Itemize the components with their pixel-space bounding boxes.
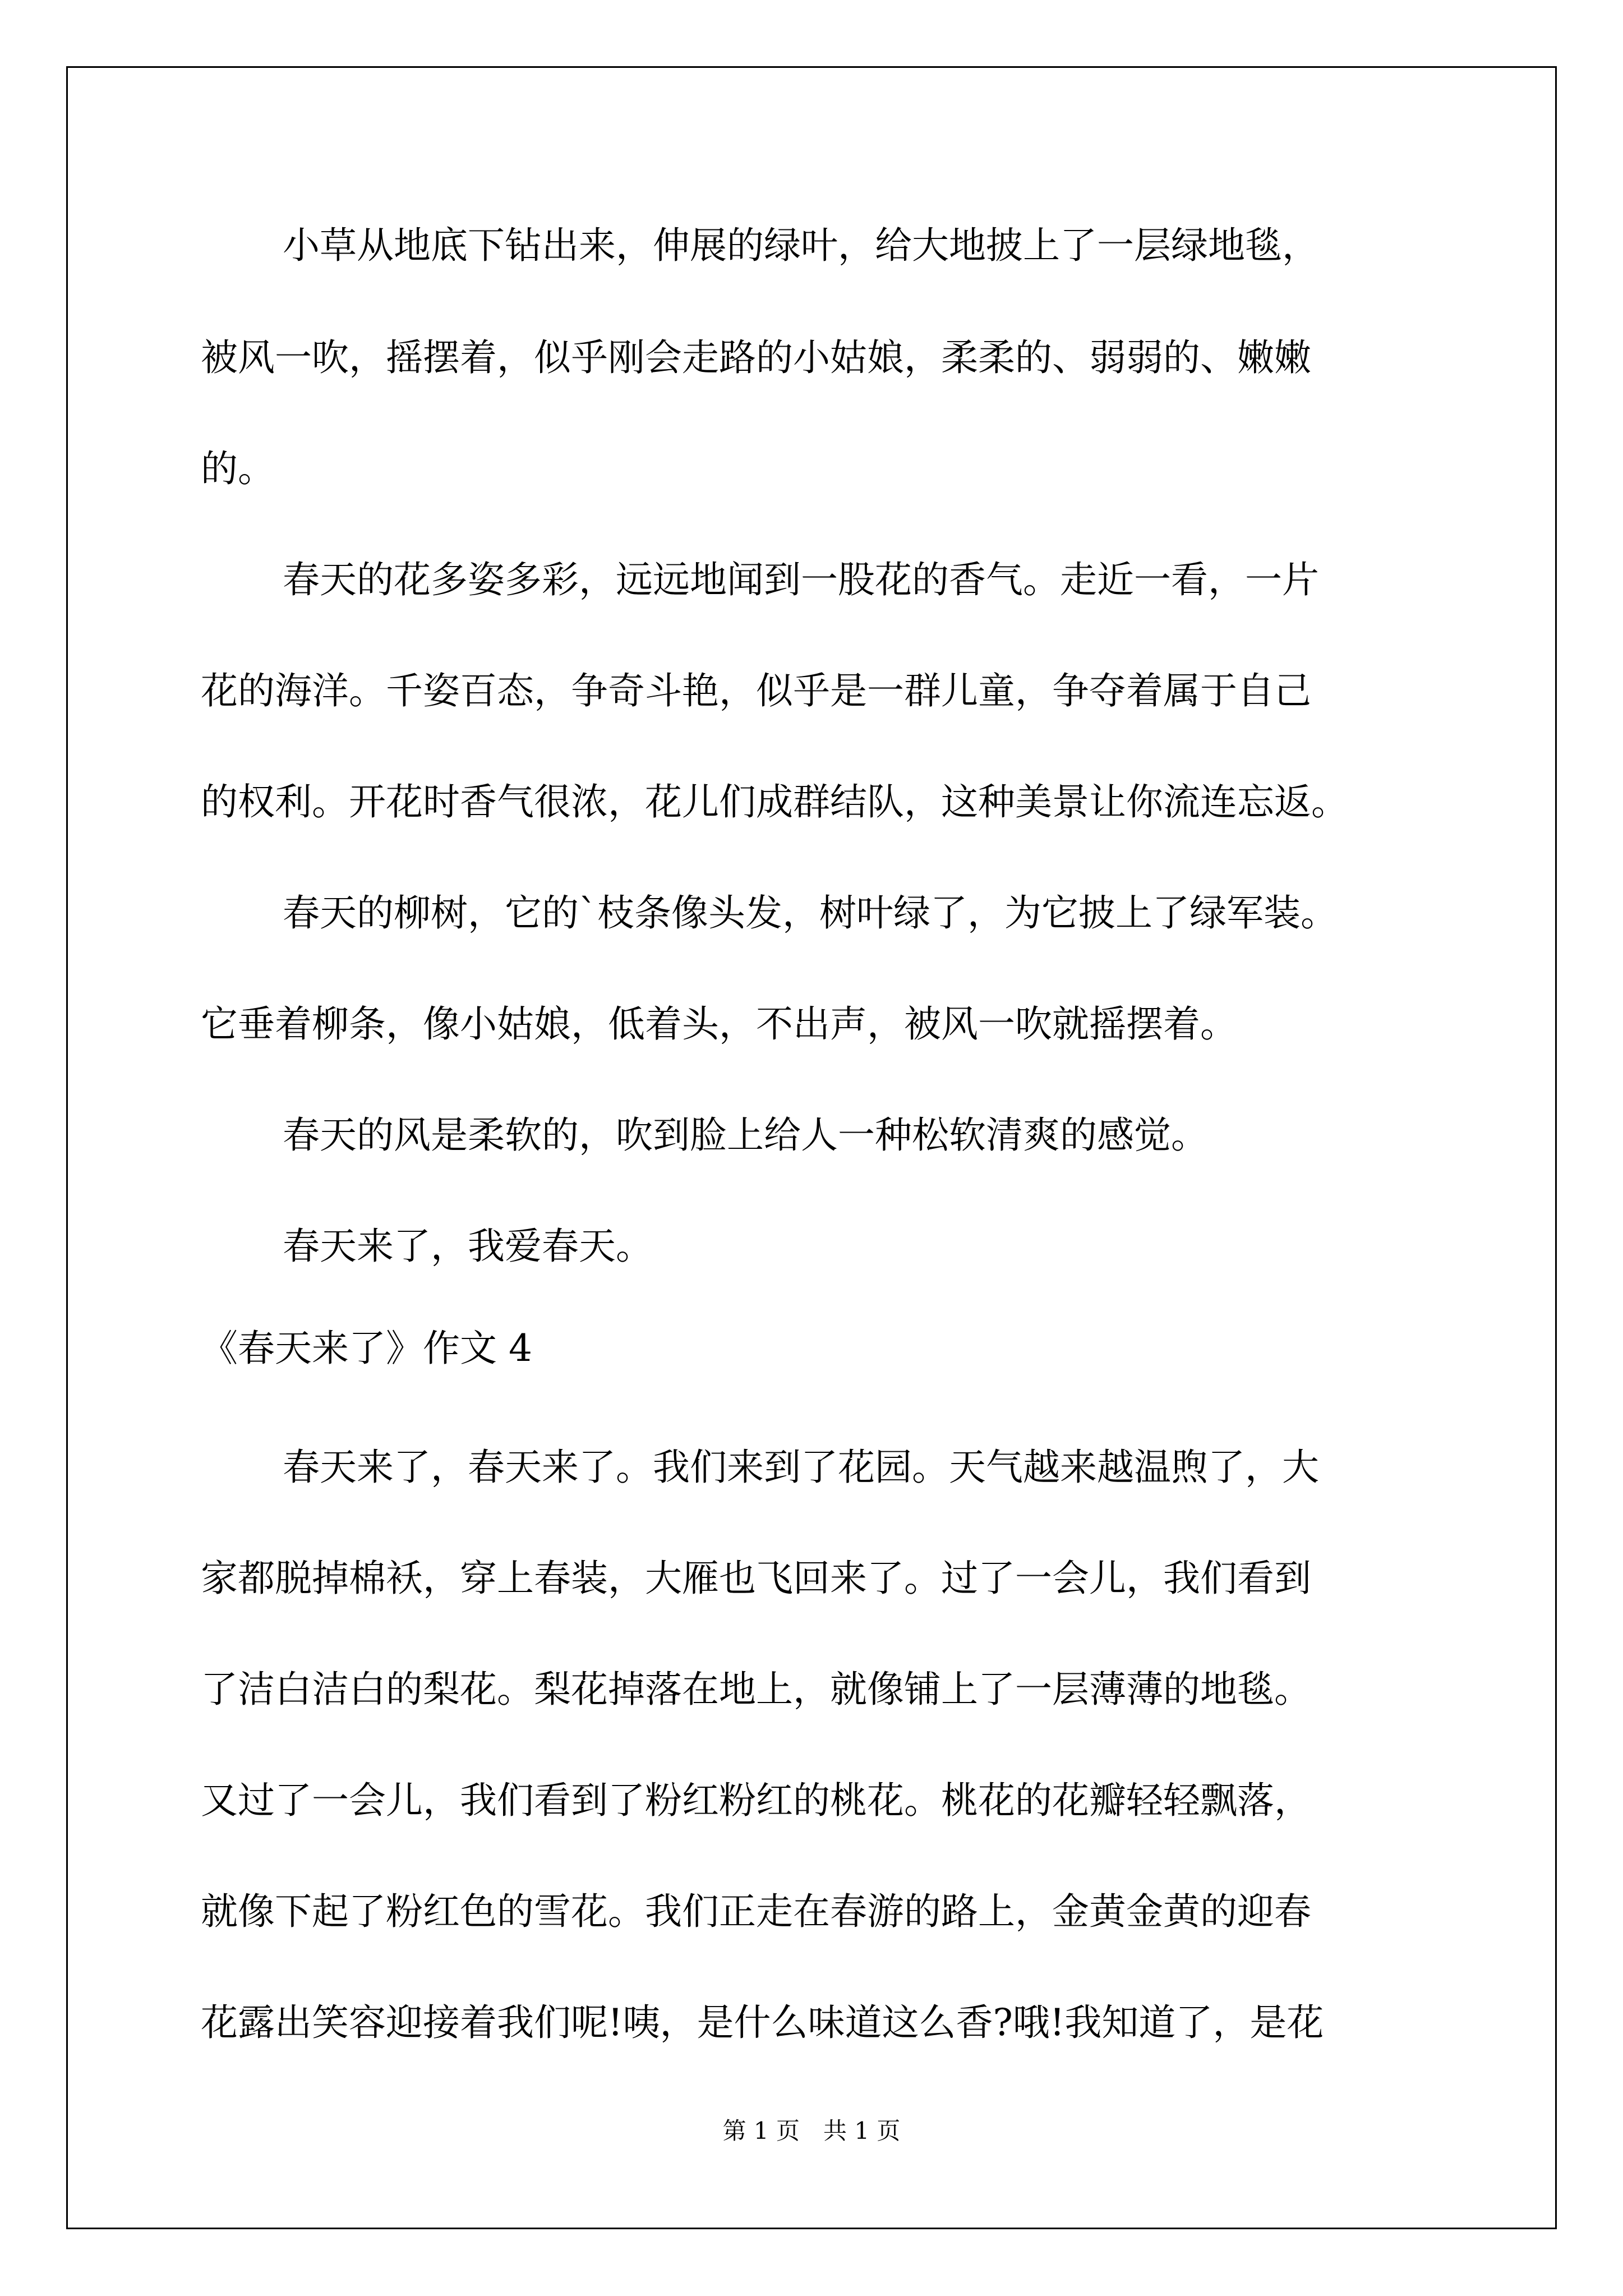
text-line: 花的海洋。千姿百态，争奇斗艳，似乎是一群儿童，争夺着属于自己 (201, 669, 1311, 712)
section-heading: 《春天来了》作文 4 (201, 1327, 532, 1370)
text-line: 小草从地底下钻出来，伸展的绿叶，给大地披上了一层绿地毯， (283, 224, 1319, 267)
text-line: 花露出笑容迎接着我们呢!咦，是什么味道这么香?哦!我知道了，是花 (201, 2001, 1324, 2044)
page-footer: 第 1 页 共 1 页 (722, 2117, 901, 2145)
text-line: 春天来了，我爱春天。 (283, 1225, 653, 1268)
text-line: 它垂着柳条，像小姑娘，低着头，不出声，被风一吹就摇摆着。 (201, 1002, 1237, 1046)
text-line: 春天的花多姿多彩，远远地闻到一股花的香气。走近一看，一片 (283, 558, 1319, 601)
text-line: 就像下起了粉红色的雪花。我们正走在春游的路上，金黄金黄的迎春 (201, 1890, 1311, 1933)
text-line: 了洁白洁白的梨花。梨花掉落在地上，就像铺上了一层薄薄的地毯。 (201, 1668, 1311, 1711)
text-line: 春天的柳树，它的`枝条像头发，树叶绿了，为它披上了绿军装。 (283, 891, 1338, 935)
text-line: 又过了一会儿，我们看到了粉红粉红的桃花。桃花的花瓣轻轻飘落， (201, 1779, 1311, 1822)
text-line: 春天的风是柔软的，吹到脸上给人一种松软清爽的感觉。 (283, 1114, 1208, 1157)
text-line: 被风一吹，摇摆着，似乎刚会走路的小姑娘，柔柔的、弱弱的、嫩嫩 (201, 336, 1311, 379)
text-line: 的。 (201, 447, 275, 490)
text-line: 春天来了，春天来了。我们来到了花园。天气越来越温煦了，大 (283, 1446, 1319, 1489)
text-line: 家都脱掉棉袄，穿上春装，大雁也飞回来了。过了一会儿，我们看到 (201, 1557, 1311, 1600)
text-line: 的权利。开花时香气很浓，花儿们成群结队，这种美景让你流连忘返。 (201, 780, 1348, 823)
